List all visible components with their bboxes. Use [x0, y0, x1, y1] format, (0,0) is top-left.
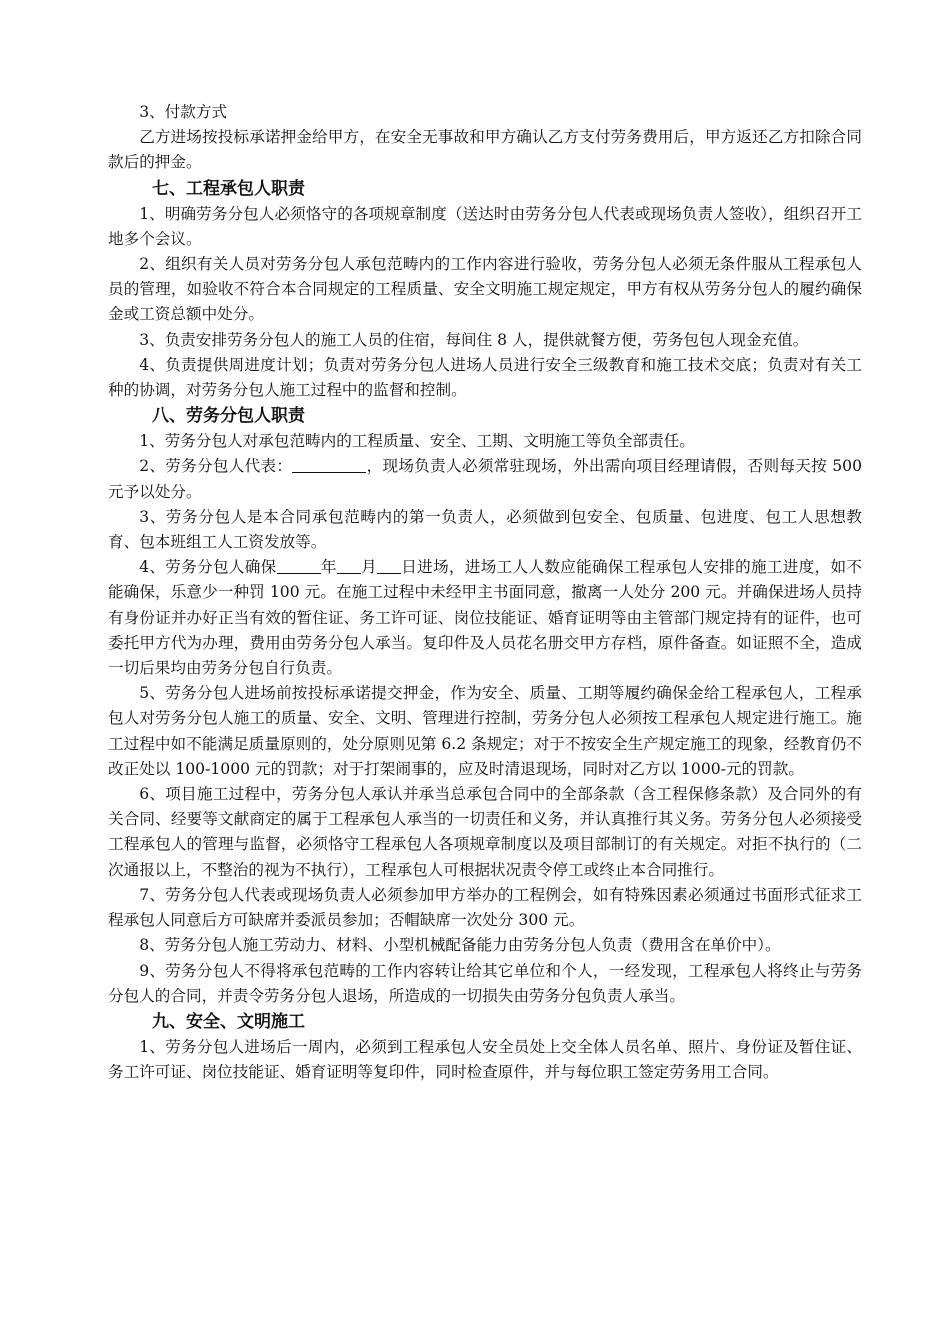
month-blank[interactable] — [337, 556, 361, 574]
payment-method-body: 乙方进场按投标承诺押金给甲方，在安全无事故和甲方确认乙方支付劳务费用后，甲方返还乙方扣除合同款后的押金。 — [108, 128, 862, 172]
item-4-tail: 日进场，进场工人人数应能确保工程承包人安排的施工进度，如不能确保，乐意少一种罚 100 元。在施工过程中未经甲主书面同意，撤离一人处分 200 元。并确保进场人员持有身份证并办好正当有效的暂住证、务工许可证、岗位技能证、婚育证明等由主管部门规定持有的证件，也可委托甲方代为办理，费用由劳务分包人承当。复印件及人员花名册交甲方存档，原件备查。如证照不全，造成一切后果均由劳务分包自行负责。 — [108, 558, 862, 678]
day-blank[interactable] — [377, 556, 401, 574]
section-8-item-3: 3、劳务分包人是本合同承包范畴内的第一负责人，必须做到包安全、包质量、包进度、包工人思想教育、包本班组工人工资发放等。 — [108, 507, 862, 552]
section-9-title: 九、安全、文明施工 — [152, 1011, 305, 1032]
section-8-item-8: 8、劳务分包人施工劳动力、材料、小型机械配备能力由劳务分包人负责（费用含在单价中）。 — [139, 936, 781, 955]
section-8-item-6: 6、项目施工过程中，劳务分包人承认并承当总承包合同中的全部条款（含工程保修条款）及合同外的有关合同、经要等文献商定的属于工程承包人承当的一切责任和义务，并认真推行其义务。劳务分包人必须接受工程承包人的管理与监督，必须恪守工程承包人各项规章制度以及项目部制订的有关规定。对拒不执行的（二次通报以上，不整治的视为不执行），工程承包人可根据状况责令停工或终止本合同推行。 — [108, 785, 862, 879]
month-label: 月 — [360, 558, 377, 577]
section-8-item-9: 9、劳务分包人不得将承包范畴的工作内容转让给其它单位和个人，一经发现，工程承包人将终止与劳务分包人的合同，并责令劳务分包人退场，所造成的一切损失由劳务分包负责人承当。 — [108, 961, 862, 1005]
section-7-item-1: 1、明确劳务分包人必须恪守的各项规章制度（送达时由劳务分包人代表或现场负责人签收），组织召开工地多个会议。 — [108, 204, 862, 248]
year-blank[interactable] — [277, 556, 321, 574]
section-8-title: 八、劳务分包人职责 — [152, 406, 305, 427]
item-2-lead: 2、劳务分包人代表： — [139, 457, 293, 476]
section-8-item-5: 5、劳务分包人进场前按投标承诺提交押金，作为安全、质量、工期等履约确保金给工程承包人，工程承包人对劳务分包人施工的质量、安全、文明、管理进行控制，劳务分包人必须按工程承包人规定进行施工。施工过程中如不能满足质量原则的，处分原则见第 6.2 条规定；对于不按安全生产规定施工的现象，经教育仍不改正处以 100-1000 元的罚款；对于打架闹事的，应及时清退现场，同时对乙方以 1000-元的罚款。 — [108, 684, 862, 778]
section-8-item-4 — [108, 555, 862, 681]
section-9-item-1: 1、劳务分包人进场后一周内，必须到工程承包人安全员处上交全体人员名单、照片、身份证及暂住证、务工许可证、岗位技能证、婚育证明等复印件，同时检查原件，并与每位职工签定劳务用工合同。 — [108, 1037, 862, 1082]
section-7-item-4: 4、负责提供周进度计划；负责对劳务分包人进场人员进行安全三级教育和施工技术交底；负责对有关工种的协调，对劳务分包人施工过程中的监督和控制。 — [108, 355, 862, 400]
section-7-item-2: 2、组织有关人员对劳务分包人承包范畴内的工作内容进行验收，劳务分包人必须无条件服从工程承包人员的管理，如验收不符合本合同规定的工程质量、安全文明施工规定规定，甲方有权从劳务分包人的履约确保金或工资总额中处分。 — [108, 255, 862, 324]
year-label: 年 — [320, 558, 337, 577]
representative-blank[interactable] — [292, 455, 366, 473]
section-8-item-2 — [108, 454, 862, 504]
section-7-title: 七、工程承包人职责 — [152, 178, 305, 199]
section-8-item-7: 7、劳务分包人代表或现场负责人必须参加甲方举办的工程例会，如有特殊因素必须通过书面形式征求工程承包人同意后方可缺席并委派员参加；否帽缺席一次处分 300 元。 — [108, 885, 862, 930]
payment-method-heading: 3、付款方式 — [139, 103, 228, 121]
item-2-tail: ，现场负责人必须常驻现场，外出需向项目经理请假，否则每天按 500 元予以处分。 — [108, 457, 862, 501]
section-8-item-1: 1、劳务分包人对承包范畴内的工程质量、安全、工期、文明施工等负全部责任。 — [139, 432, 695, 451]
item-4-lead: 4、劳务分包人确保 — [139, 558, 277, 577]
section-7-item-3: 3、负责安排劳务分包人的施工人员的住宿，每间住 8 人，提供就餐方便，劳务包包人现金充值。 — [139, 330, 809, 349]
